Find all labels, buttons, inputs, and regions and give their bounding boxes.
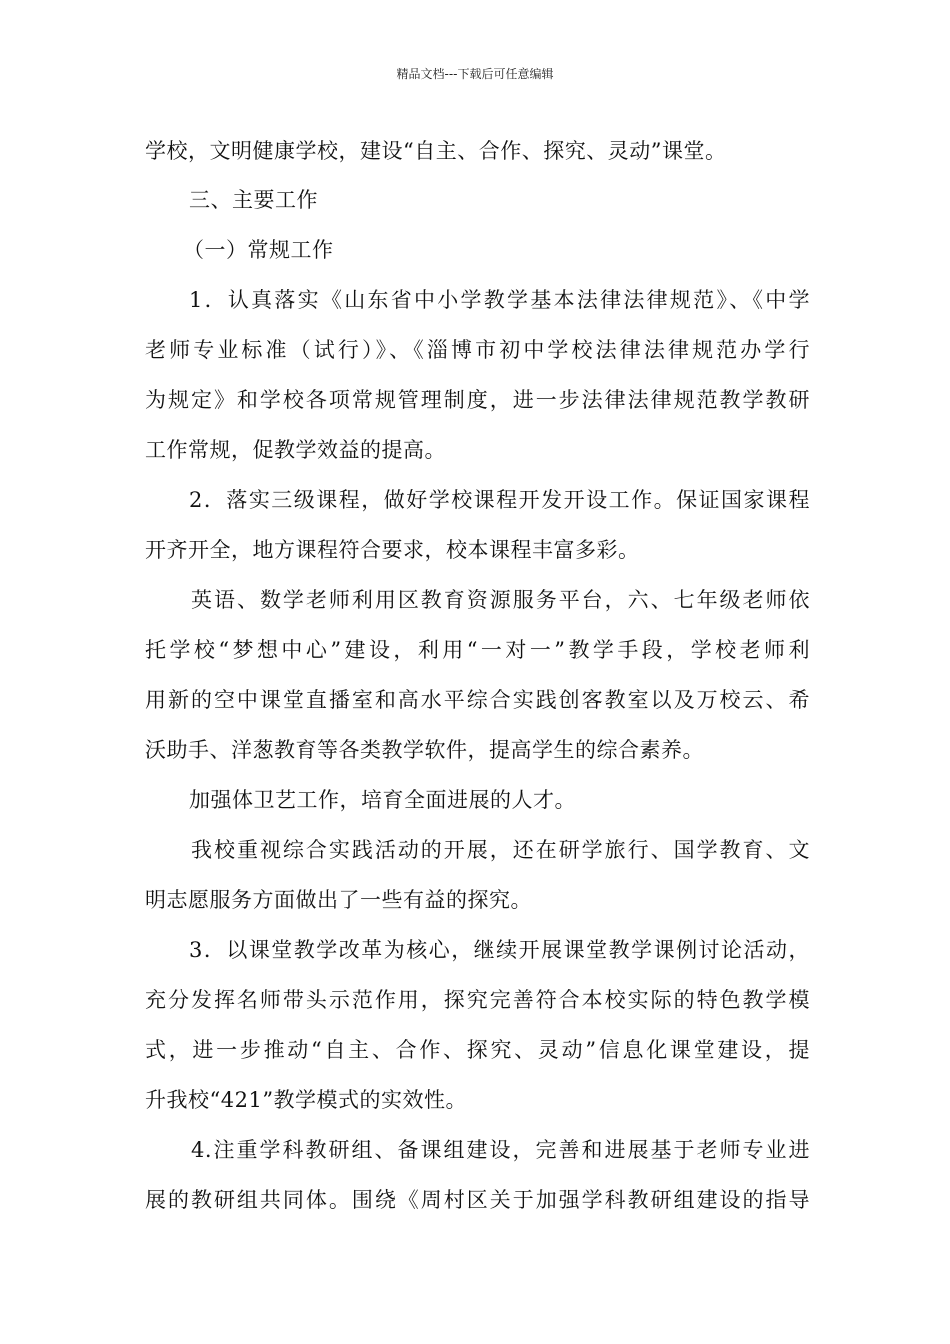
text-line: 明志愿服务方面做出了一些有益的探究。 xyxy=(145,888,532,912)
text-line: 充分发挥名师带头示范作用，探究完善符合本校实际的特色教学模 xyxy=(145,988,810,1012)
text-line: 开齐开全，地方课程符合要求，校本课程丰富多彩。 xyxy=(145,538,640,562)
page-header: 精品文档---下载后可任意编辑 xyxy=(396,67,554,81)
text-line: 2．落实三级课程，做好学校课程开发开设工作。保证国家课程 xyxy=(189,488,810,512)
text-line: 式，进一步推动“自主、合作、探究、灵动”信息化课堂建设，提 xyxy=(145,1038,810,1062)
section-heading: 三、主要工作 xyxy=(189,188,318,212)
text-line: 用新的空中课堂直播室和高水平综合实践创客教室以及万校云、希 xyxy=(145,688,810,712)
text-line: 为规定》和学校各项常规管理制度，进一步法律法律规范教学教研 xyxy=(145,388,810,412)
text-line: 英语、数学老师利用区教育资源服务平台，六、七年级老师依 xyxy=(191,588,810,612)
text-line: 托学校“梦想中心”建设，利用“一对一”教学手段，学校老师利 xyxy=(145,638,810,662)
text-line: 1．认真落实《山东省中小学教学基本法律法律规范》、《中学 xyxy=(189,288,810,312)
text-line: 3．以课堂教学改革为核心，继续开展课堂教学课例讨论活动， xyxy=(189,938,810,962)
text-line: 工作常规，促教学效益的提高。 xyxy=(145,438,446,462)
text-line: 4.注重学科教研组、备课组建设，完善和进展基于老师专业进 xyxy=(191,1138,810,1162)
text-line: 展的教研组共同体。围绕《周村区关于加强学科教研组建设的指导 xyxy=(145,1188,810,1212)
text-line: 沃助手、洋葱教育等各类教学软件，提高学生的综合素养。 xyxy=(145,738,704,762)
text-line: 我校重视综合实践活动的开展，还在研学旅行、国学教育、文 xyxy=(191,838,810,862)
text-line: 学校，文明健康学校，建设“自主、合作、探究、灵动”课堂。 xyxy=(145,139,727,163)
text-line: 老师专业标准（试行）》、《淄博市初中学校法律法律规范办学行 xyxy=(145,338,810,362)
text-line: 升我校“421”教学模式的实效性。 xyxy=(145,1088,468,1112)
subsection-heading: （一）常规工作 xyxy=(183,238,334,262)
text-line: 加强体卫艺工作，培育全面进展的人才。 xyxy=(189,788,576,812)
